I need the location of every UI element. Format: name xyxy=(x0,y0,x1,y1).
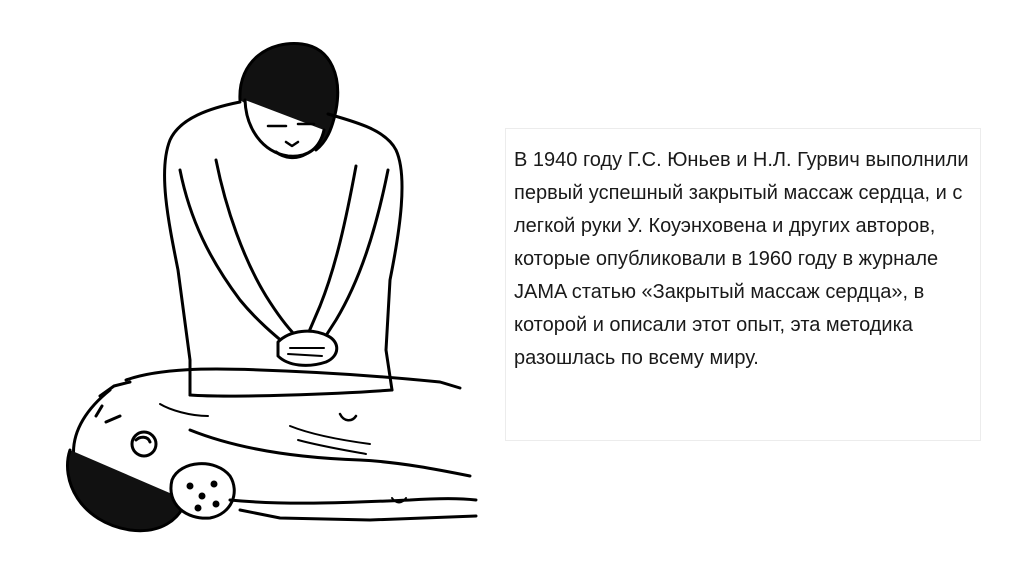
description-text-box xyxy=(505,128,981,441)
cpr-illustration-icon xyxy=(40,30,480,540)
description-paragraph: В 1940 году Г.С. Юньев и Н.Л. Гурвич выполнили первый успешный закрытый массаж сердца, и с легкой руки У. Коуэнховена и других авторов, которые опубликовали в 1960 году в журнале JAMA статью «Закрытый массаж сердца», в которой и описали этот опыт, эта методика разошлась по всему миру. xyxy=(514,149,969,369)
